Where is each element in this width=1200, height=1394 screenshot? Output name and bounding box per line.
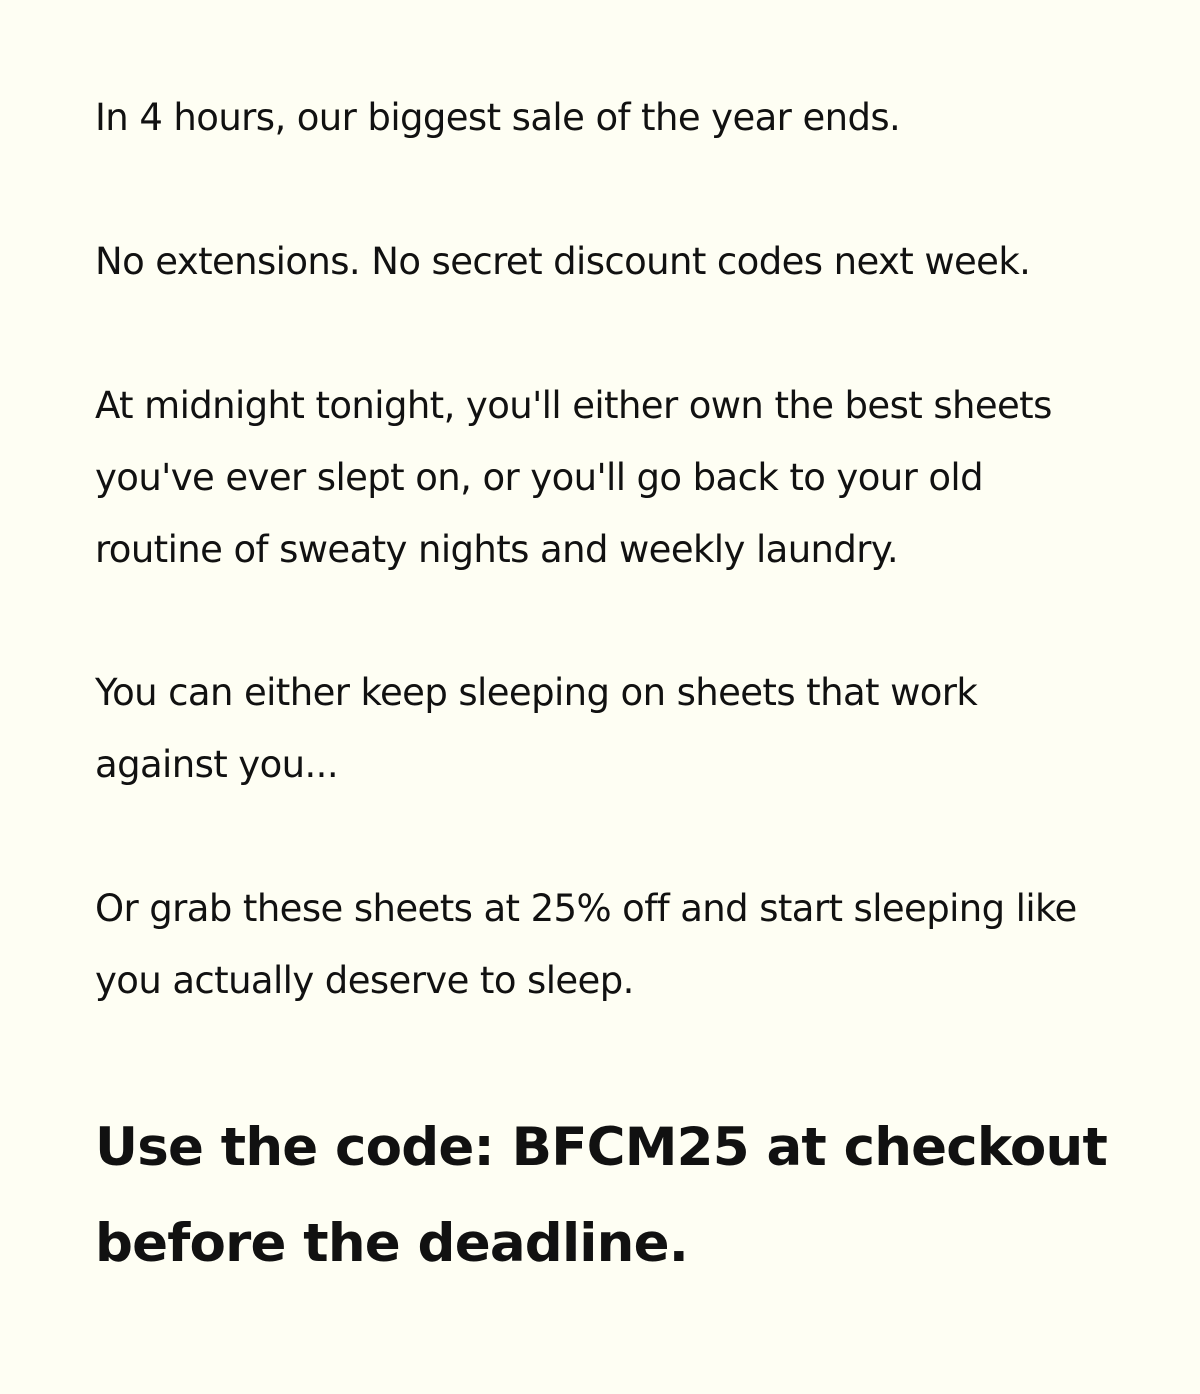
discount-offer-paragraph: Or grab these sheets at 25% off and start sleeping like you actually deserve to sleep. (95, 887, 1077, 1002)
no-extensions-paragraph: No extensions. No secret discount codes next week. (95, 240, 1031, 283)
keep-sleeping-paragraph: You can either keep sleeping on sheets that work against you... (95, 671, 978, 786)
midnight-choice-paragraph: At midnight tonight, you'll either own the best sheets you've ever slept on, or you'll go back to your old routine of sweaty nights and weekly laundry. (95, 384, 1052, 571)
sale-ending-paragraph: In 4 hours, our biggest sale of the year ends. (95, 96, 901, 139)
discount-code-callout: Use the code: BFCM25 at checkout before the deadline. (95, 1117, 1108, 1274)
